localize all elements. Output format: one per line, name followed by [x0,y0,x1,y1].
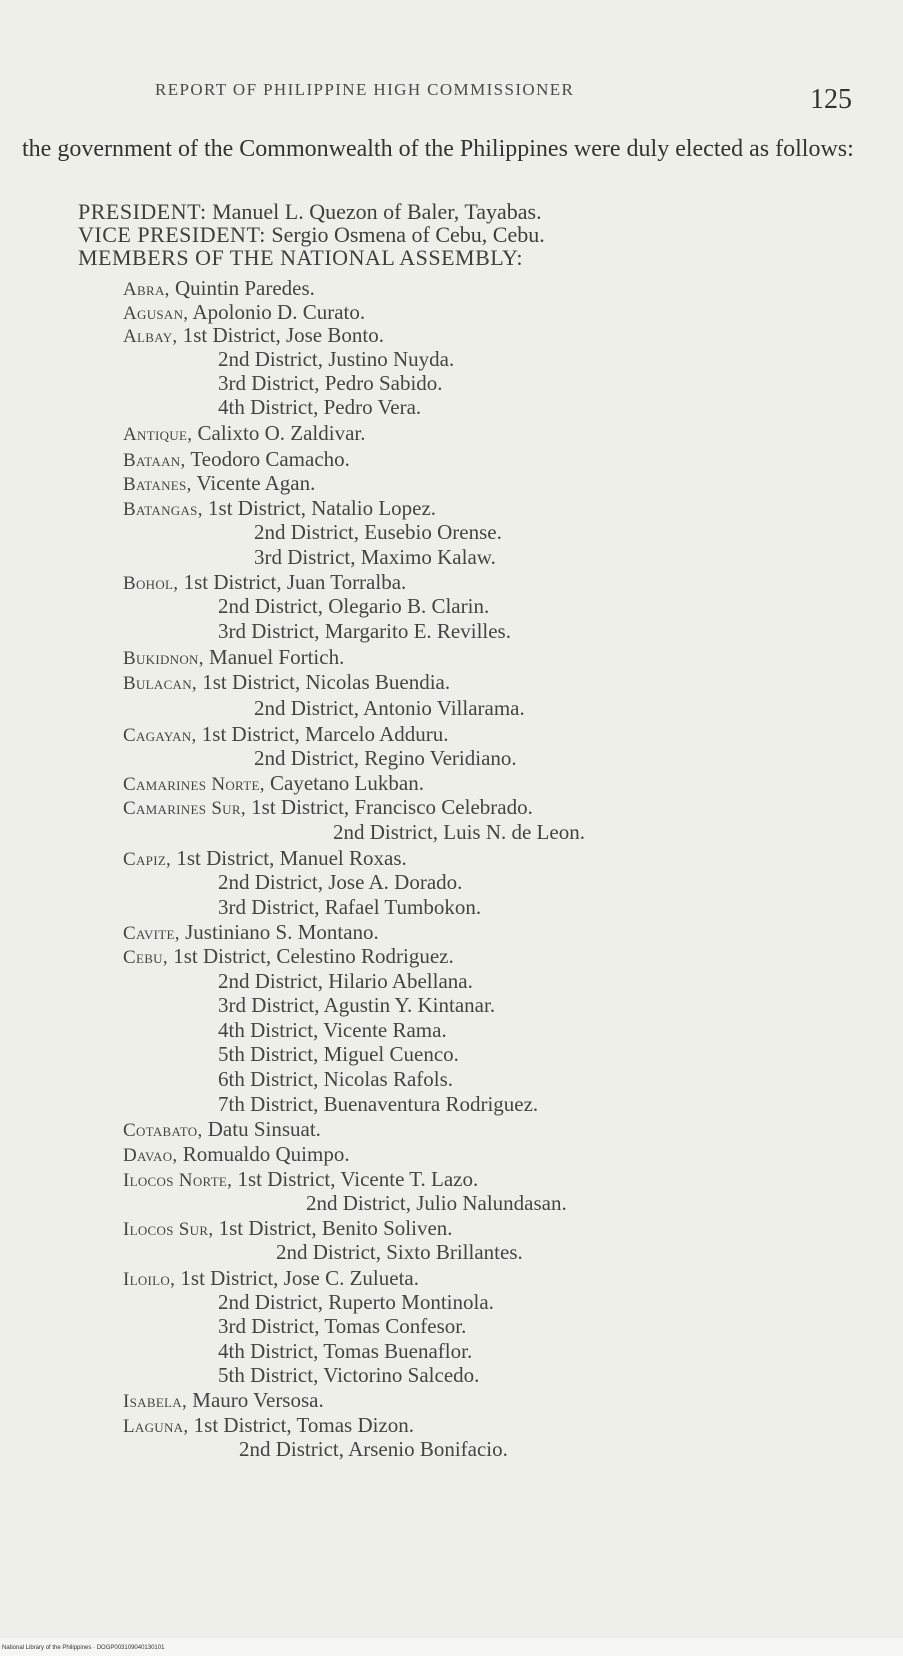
member-text: Teodoro Camacho. [190,447,350,471]
member-text: 2nd District, Antonio Villarama. [254,696,525,720]
province-name: Agusan, [123,303,189,324]
member-text: Apolonio D. Curato. [192,300,366,324]
member-text: 1st District, Vicente T. Lazo. [237,1167,479,1191]
member-entry [123,1413,414,1438]
member-text: 1st District, Jose Bonto. [182,323,384,347]
member-entry [218,1363,479,1388]
member-entry [218,895,481,920]
member-text: 2nd District, Justino Nuyda. [218,347,455,371]
province-name: Cagayan, [123,725,197,746]
province-name: Laguna, [123,1416,189,1437]
province-name: Isabela, [123,1391,188,1412]
member-text: 1st District, Juan Torralba. [183,570,407,594]
page-number: 125 [810,84,852,115]
member-text: 1st District, Francisco Celebrado. [251,795,533,819]
office-holder: Sergio Osmena of Cebu, Cebu. [271,222,545,247]
member-text: 2nd District, Julio Nalundasan. [306,1191,567,1215]
province-name: Albay, [123,326,178,347]
member-entry [123,276,315,301]
member-text: 1st District, Tomas Dizon. [193,1413,415,1437]
member-entry [123,1142,350,1167]
assembly-heading [78,245,523,271]
member-text: 3rd District, Agustin Y. Kintanar. [218,993,496,1017]
member-entry [218,347,454,372]
province-name: Ilocos Sur, [123,1219,214,1240]
member-text: 5th District, Miguel Cuenco. [218,1042,459,1066]
member-entry [276,1240,523,1265]
member-entry [218,1018,447,1043]
province-name: Bohol, [123,573,179,594]
province-name: Capiz, [123,849,172,870]
member-text: Romualdo Quimpo. [182,1142,350,1166]
member-text: 1st District, Manuel Roxas. [176,846,407,870]
member-entry [218,371,443,396]
member-entry [123,771,424,796]
member-entry [123,471,315,496]
province-name: Bukidnon, [123,648,204,669]
member-entry [218,969,473,994]
member-entry [218,1339,472,1364]
member-text: 3rd District, Tomas Confesor. [218,1314,467,1338]
member-entry [123,645,344,670]
member-entry [123,447,350,472]
member-text: 2nd District, Olegario B. Clarin. [218,594,490,618]
member-text: 2nd District, Luis N. de Leon. [333,820,585,844]
province-name: Iloilo, [123,1269,176,1290]
member-text: 3rd District, Rafael Tumbokon. [218,895,482,919]
office-label: MEMBERS OF THE NATIONAL ASSEMBLY: [78,245,523,270]
member-entry [254,746,517,771]
member-entry [123,944,454,969]
member-entry [123,1216,453,1241]
member-text: 2nd District, Hilario Abellana. [218,969,473,993]
member-entry [218,619,511,644]
province-name: Camarines Sur, [123,798,246,819]
office-holder: Manuel L. Quezon of Baler, Tayabas. [212,199,542,224]
member-entry [254,520,502,545]
member-entry [123,496,436,521]
scan-footer: National Library of the Philippines · DOGP003109040130101 [2,1645,165,1651]
member-text: 2nd District, Sixto Brillantes. [276,1240,523,1264]
member-entry [218,1067,453,1092]
member-text: 1st District, Nicolas Buendia. [202,670,451,694]
member-text: 4th District, Vicente Rama. [218,1018,447,1042]
province-name: Cebu, [123,947,168,968]
member-entry [218,870,462,895]
province-name: Batangas, [123,499,203,520]
province-name: Bataan, [123,450,186,471]
member-text: Cayetano Lukban. [270,771,424,795]
member-text: Mauro Versosa. [192,1388,324,1412]
province-name: Camarines Norte, [123,774,265,795]
member-entry [218,1042,459,1067]
member-entry [123,323,384,348]
member-entry [123,722,449,747]
province-name: Ilocos Norte, [123,1170,233,1191]
intro-paragraph: the government of the Commonwealth of the Philippines were duly elected as follows: [22,136,854,162]
member-entry [123,1167,478,1192]
province-name: Bulacan, [123,673,197,694]
member-entry [218,594,489,619]
member-text: 5th District, Victorino Salcedo. [218,1363,480,1387]
member-entry [254,545,496,570]
member-entry [123,795,533,820]
member-text: 3rd District, Maximo Kalaw. [254,545,496,569]
member-entry [218,1092,538,1117]
member-text: 2nd District, Ruperto Montinola. [218,1290,494,1314]
member-text: 2nd District, Eusebio Orense. [254,520,502,544]
member-text: 6th District, Nicolas Rafols. [218,1067,454,1091]
member-text: Manuel Fortich. [209,645,345,669]
member-text: Justiniano S. Montano. [185,920,379,944]
province-name: Batanes, [123,474,192,495]
member-text: 1st District, Celestino Rodriguez. [173,944,454,968]
province-name: Cavite, [123,923,180,944]
member-text: 4th District, Tomas Buenaflor. [218,1339,473,1363]
member-entry [306,1191,567,1216]
member-entry [123,300,365,325]
member-text: 2nd District, Regino Veridiano. [254,746,517,770]
province-name: Antique, [123,424,193,445]
member-entry [123,421,365,446]
member-text: 1st District, Marcelo Adduru. [201,722,449,746]
member-entry [123,920,379,945]
member-text: 3rd District, Margarito E. Revilles. [218,619,511,643]
member-text: Datu Sinsuat. [207,1117,321,1141]
member-entry [123,846,407,871]
member-text: 1st District, Benito Soliven. [218,1216,453,1240]
member-entry [218,1314,466,1339]
member-text: Calixto O. Zaldivar. [197,421,366,445]
member-entry [218,1290,494,1315]
office-label: PRESIDENT: [78,199,207,224]
member-text: 1st District, Jose C. Zulueta. [180,1266,419,1290]
member-text: 4th District, Pedro Vera. [218,395,422,419]
member-text: 1st District, Natalio Lopez. [208,496,437,520]
member-text: Quintin Paredes. [174,276,315,300]
member-text: 7th District, Buenaventura Rodriguez. [218,1092,539,1116]
member-entry [333,820,585,845]
member-entry [123,1117,321,1142]
member-text: 3rd District, Pedro Sabido. [218,371,443,395]
member-entry [218,993,495,1018]
office-label: VICE PRESIDENT: [78,222,266,247]
member-entry [123,1266,419,1291]
member-entry [239,1437,508,1462]
member-entry [218,395,421,420]
member-text: Vicente Agan. [196,471,316,495]
member-text: 2nd District, Arsenio Bonifacio. [239,1437,508,1461]
member-entry [254,696,525,721]
member-entry [123,570,406,595]
member-entry [123,1388,324,1413]
member-text: 2nd District, Jose A. Dorado. [218,870,463,894]
province-name: Abra, [123,279,170,300]
member-entry [123,670,450,695]
running-header: REPORT OF PHILIPPINE HIGH COMMISSIONER [155,80,575,99]
province-name: Cotabato, [123,1120,203,1141]
province-name: Davao, [123,1145,178,1166]
